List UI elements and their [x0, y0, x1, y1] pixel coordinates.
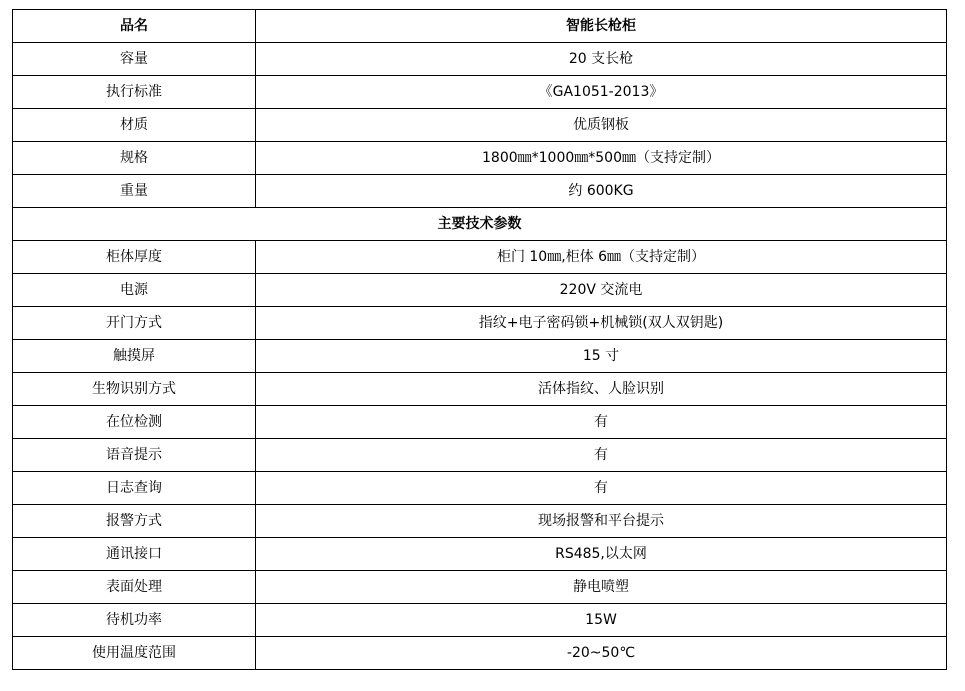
table-row: [13, 241, 947, 274]
row-value: -20~50℃: [256, 637, 947, 670]
row-value: 220V 交流电: [256, 274, 947, 307]
row-value: 现场报警和平台提示: [256, 505, 947, 538]
row-label: 通讯接口: [13, 538, 256, 571]
row-label: 生物识别方式: [13, 373, 256, 406]
row-label: 重量: [13, 175, 256, 208]
row-label: 在位检测: [13, 406, 256, 439]
row-value: 有: [256, 472, 947, 505]
spec-table: [12, 9, 947, 670]
row-value: 20 支长枪: [256, 43, 947, 76]
table-row: [13, 538, 947, 571]
product-name-label: 品名: [13, 10, 256, 43]
row-value: 指纹+电子密码锁+机械锁(双人双钥匙): [256, 307, 947, 340]
table-row: [13, 571, 947, 604]
table-row: [13, 43, 947, 76]
row-value: 活体指纹、人脸识别: [256, 373, 947, 406]
section-title: 主要技术参数: [13, 208, 947, 241]
row-label: 报警方式: [13, 505, 256, 538]
row-label: 执行标准: [13, 76, 256, 109]
table-row: [13, 109, 947, 142]
table-row: [13, 604, 947, 637]
row-value: 柜门 10㎜,柜体 6㎜（支持定制）: [256, 241, 947, 274]
table-row: [13, 340, 947, 373]
table-row: [13, 175, 947, 208]
row-label: 容量: [13, 43, 256, 76]
table-row: [13, 439, 947, 472]
row-label: 表面处理: [13, 571, 256, 604]
row-value: 有: [256, 406, 947, 439]
row-label: 使用温度范围: [13, 637, 256, 670]
row-value: 优质钢板: [256, 109, 947, 142]
row-label: 日志查询: [13, 472, 256, 505]
product-name-value: 智能长枪柜: [256, 10, 947, 43]
table-row: [13, 142, 947, 175]
table-row: [13, 76, 947, 109]
row-label: 触摸屏: [13, 340, 256, 373]
row-value: 静电喷塑: [256, 571, 947, 604]
table-row: [13, 274, 947, 307]
table-row: [13, 406, 947, 439]
row-value: 15 寸: [256, 340, 947, 373]
row-value: 有: [256, 439, 947, 472]
table-row: [13, 505, 947, 538]
table-row: [13, 307, 947, 340]
row-label: 电源: [13, 274, 256, 307]
row-label: 待机功率: [13, 604, 256, 637]
table-row: [13, 637, 947, 670]
row-value: 《GA1051-2013》: [256, 76, 947, 109]
section-header-row: [13, 208, 947, 241]
row-label: 规格: [13, 142, 256, 175]
row-label: 开门方式: [13, 307, 256, 340]
table-row: [13, 373, 947, 406]
row-value: RS485,以太网: [256, 538, 947, 571]
header-row: [13, 10, 947, 43]
row-label: 语音提示: [13, 439, 256, 472]
row-value: 15W: [256, 604, 947, 637]
table-row: [13, 472, 947, 505]
row-value: 1800㎜*1000㎜*500㎜（支持定制）: [256, 142, 947, 175]
row-label: 材质: [13, 109, 256, 142]
row-value: 约 600KG: [256, 175, 947, 208]
row-label: 柜体厚度: [13, 241, 256, 274]
